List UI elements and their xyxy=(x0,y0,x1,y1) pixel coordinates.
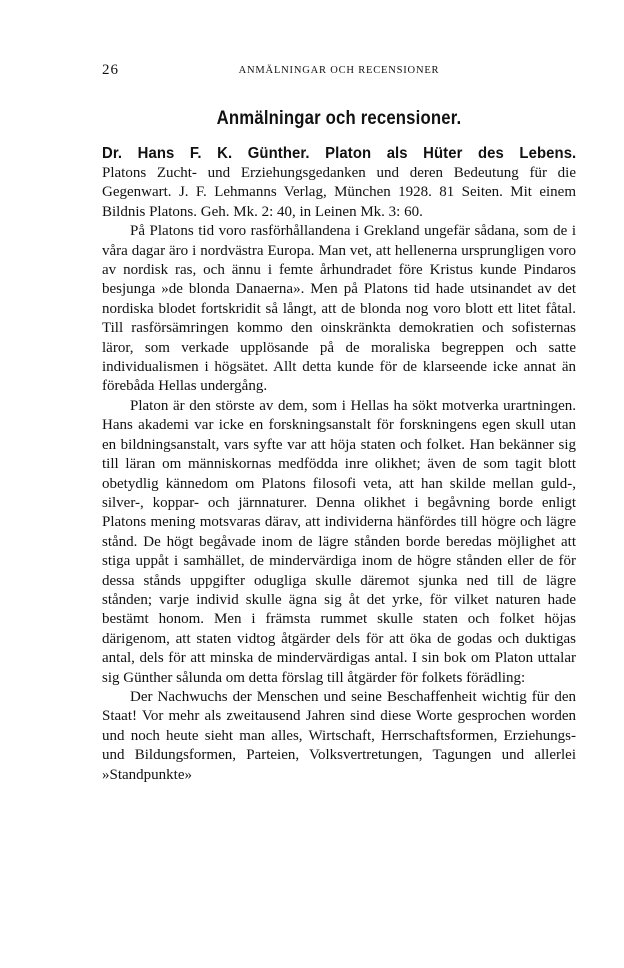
running-head xyxy=(102,62,576,84)
entry-heading: Dr. Hans F. K. Günther. Platon als Hüter des Lebens. xyxy=(102,145,577,162)
body-paragraph-1: På Platons tid voro rasförhållandena i Grekland ungefär sådana, som de i våra dagar äro i nordvästra Europa. Man vet, att hellenerna ursprungligen voro av nordisk ras, och ännu i femte århundradet före Kristus kunde Pindaros besjunga »de blonda Danaerna». Men på Platons tid hade utsinandet av det nordiska blodet fortskridit så långt, att de blonda nog voro blott ett litet fåtal. Till rasförsämringen kommo den oinskränkta demokratien och sofisternas läror, som verkade upplösande på de moraliska begreppen och satte individualismen i högsätet. Allt detta kunde för de klarseende icke annat än förebåda Hellas undergång. xyxy=(102,223,576,395)
bibliographic-details: Platons Zucht- und Erziehungsgedanken und deren Bedeutung für die Gegenwart. J. F. Lehmanns Verlag, München 1928. 81 Seiten. Mit einem Bildnis Platons. Geh. Mk. 2: 40, in Leinen Mk. 3: 60. xyxy=(102,165,576,220)
body-paragraph-2: Platon är den störste av dem, som i Hellas ha sökt motverka urartningen. Hans akademi var icke en forskningsanstalt för forskningens egen skull utan en bildningsanstalt, vars syfte var att höja staten och folket. Han bekänner sig till läran om människornas medfödda inre olikhet; även de som tagit blott obetydlig kännedom om Platons filosofi veta, att han skilde mellan guld-, silver-, koppar- och järnnaturer. Denna olikhet i begåvning borde enligt Platons mening motsvaras därav, att individerna hänfördes till högre och lägre stånd. De högt begåvade inom de lägre stånden borde beredas möjlighet att stiga uppåt i samhället, de mindervärdiga inom de högre stånden eller de för dessa stånds uppgifter odugliga skulle däremot sjunka ned till de lägre stånden; varje individ skulle ägna sig åt det yrke, för vilket naturen hade bestämt honom. Men i främsta rummet skulle staten och folket höjas därigenom, att staten vidtog åtgärder dels för att öka de godas och duktigas antal, dels för att minska de mindervärdigas antal. I sin bok om Platon uttalar sig Günther sålunda om detta förslag till åtgärder för folkets förädling: xyxy=(102,397,576,686)
section-title: Anmälningar och recensioner. xyxy=(216,108,462,129)
running-title: ANMÄLNINGAR OCH RECENSIONER xyxy=(238,65,440,76)
body-paragraph-3: Der Nachwuchs der Menschen und seine Beschaffenheit wichtig für den Staat! Vor mehr als zweitausend Jahren sind diese Worte gesprochen worden und noch heute sieht man alles, Wirtschaft, Herrschaftsformen, Erziehungs- und Bildungsformen, Parteien, Volksvertretungen, Tagungen und allerlei »Standpunkte» xyxy=(102,688,576,783)
page xyxy=(102,62,576,785)
page-number: 26 xyxy=(102,62,119,78)
